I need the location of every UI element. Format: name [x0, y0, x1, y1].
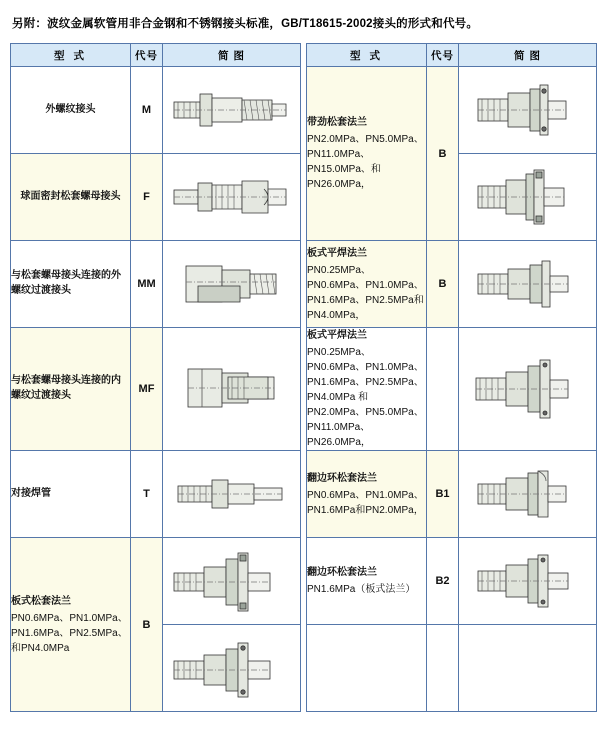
figure-cell	[459, 538, 597, 625]
type-cell	[307, 451, 427, 538]
figure-cell	[163, 451, 301, 538]
type-name: 外螺纹接头	[45, 103, 96, 115]
figure-cell	[163, 67, 301, 154]
code-cell: T	[131, 451, 163, 538]
code-cell: M	[131, 67, 163, 154]
code-cell: B	[427, 241, 459, 328]
figure-cell	[163, 328, 301, 451]
figure-cell	[459, 241, 597, 328]
fitting-standard-table	[10, 43, 597, 712]
type-name: 板式平焊法兰	[307, 330, 367, 342]
type-name: 球面密封松套螺母接头	[20, 190, 121, 202]
code-cell: F	[131, 154, 163, 241]
plate-flat-weld-flange-figure-1	[464, 251, 592, 317]
type-name: 板式平焊法兰	[307, 247, 367, 259]
type-cell	[307, 328, 427, 451]
figure-cell	[163, 625, 301, 712]
figure-cell-empty	[459, 625, 597, 712]
butt-weld-pipe-figure	[168, 464, 296, 524]
external-thread-transition-figure	[168, 252, 296, 316]
code-cell: B	[131, 538, 163, 712]
column-header-figure-right: 简 图	[459, 44, 597, 67]
type-name: 翻边环松套法兰	[307, 567, 377, 579]
lap-joint-flange-figure-1	[464, 459, 592, 529]
table-header	[11, 44, 597, 67]
column-header-type-right: 型 式	[307, 44, 427, 67]
plate-loose-flange-figure	[168, 633, 296, 703]
type-name: 板式松套法兰	[11, 595, 71, 607]
type-cell	[11, 241, 131, 328]
plate-loose-flange-figure	[168, 543, 296, 619]
column-header-code-left: 代号	[131, 44, 163, 67]
type-name: 对接焊管	[11, 487, 51, 499]
type-sub: PN1.6MPa（板式法兰）	[307, 584, 416, 596]
type-sub: PN0.25MPa、PN0.6MPa、PN1.0MPa、PN1.6MPa、PN2.5MPa、PN4.0MPa 和PN2.0MPa、PN5.0MPa、PN11.0MPa、PN26.0MPa，	[307, 347, 424, 449]
male-thread-fitting-figure	[168, 80, 296, 140]
code-cell-empty	[427, 625, 459, 712]
figure-cell	[163, 241, 301, 328]
type-cell	[307, 241, 427, 328]
figure-cell	[459, 67, 597, 154]
ribbed-loose-flange-figure-2	[464, 162, 592, 232]
type-sub: PN2.0MPa、PN5.0MPa、PN11.0MPa、PN15.0MPa、和PN26.0MPa，	[307, 134, 424, 191]
type-name: 带劲松套法兰	[307, 117, 367, 129]
type-cell	[11, 451, 131, 538]
table-row	[11, 67, 597, 154]
code-cell: MM	[131, 241, 163, 328]
code-cell: MF	[131, 328, 163, 451]
type-sub: PN0.25MPa、PN0.6MPa、PN1.0MPa、PN1.6MPa、PN2.5MPa和PN4.0MPa，	[307, 264, 424, 321]
figure-cell	[459, 154, 597, 241]
column-header-code-right: 代号	[427, 44, 459, 67]
type-cell	[307, 67, 427, 241]
internal-thread-transition-figure	[168, 357, 296, 421]
type-sub: PN0.6MPa、PN1.0MPa、PN1.6MPa、PN2.5MPa、和PN4.0MPa	[11, 612, 128, 654]
spherical-seal-union-nut-figure	[168, 167, 296, 227]
type-cell	[11, 538, 131, 712]
ribbed-loose-flange-figure-1	[464, 75, 592, 145]
type-sub: PN0.6MPa、PN1.0MPa、PN1.6MPa和PN2.0MPa，	[307, 489, 424, 516]
type-cell	[11, 328, 131, 451]
column-header-type-left: 型 式	[11, 44, 131, 67]
page-title: 另附：波纹金属软管用非合金钢和不锈钢接头标准，GB/T18615-2002接头的形式和代号。	[12, 18, 479, 30]
code-cell: B1	[427, 451, 459, 538]
type-name: 与松套螺母接头连接的外螺纹过渡接头	[11, 270, 121, 297]
code-cell: B2	[427, 538, 459, 625]
code-cell	[427, 328, 459, 451]
column-header-figure-left: 简 图	[163, 44, 301, 67]
type-cell-empty	[307, 625, 427, 712]
figure-cell	[459, 451, 597, 538]
type-cell	[307, 538, 427, 625]
type-cell	[11, 67, 131, 154]
figure-cell	[163, 538, 301, 625]
plate-flat-weld-flange-figure-2	[464, 352, 592, 426]
type-cell	[11, 154, 131, 241]
code-cell: B	[427, 67, 459, 241]
lap-joint-flange-figure-2	[464, 546, 592, 616]
type-name: 翻边环松套法兰	[307, 472, 377, 484]
figure-cell	[163, 154, 301, 241]
type-name: 与松套螺母接头连接的内螺纹过渡接头	[11, 375, 121, 402]
figure-cell	[459, 328, 597, 451]
